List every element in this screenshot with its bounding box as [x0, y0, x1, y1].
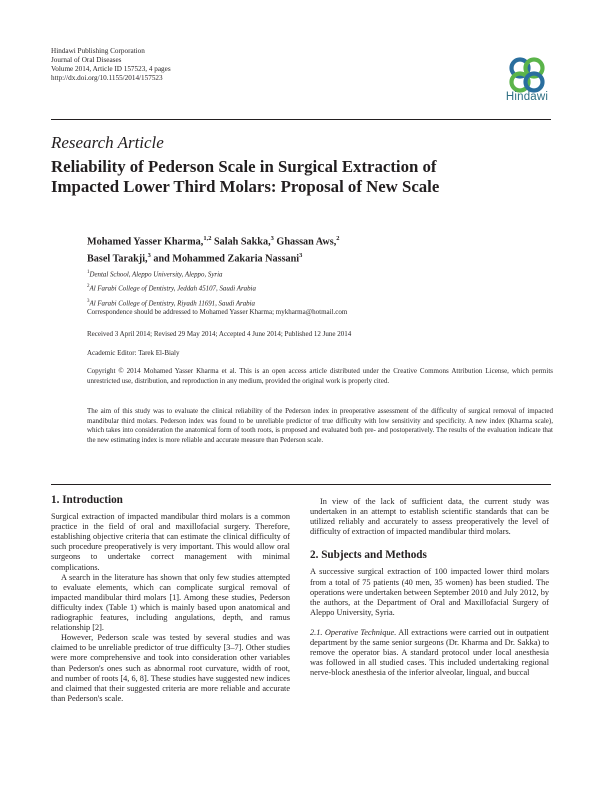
affiliation-1-text: Dental School, Aleppo University, Aleppo, Syria: [89, 271, 223, 279]
right-paragraph-1: In view of the lack of sufficient data, the current study was undertaken in an attempt to establish scientific standards that can be utilized reliably and accurately to assess preoperatively the level of difficulty of extraction of impacted mandibular third molars.: [310, 497, 549, 537]
copyright-notice: Copyright © 2014 Mohamed Yasser Kharma et al. This is an open access article distributed under the Creative Commons Attribution License, which permits unrestricted use, distribution, and reproduction in any medium, provided the original work is properly cited.: [87, 367, 553, 385]
intro-heading: 1. Introduction: [51, 494, 123, 506]
operative-technique-text: All extractions were carried out in outpatient department by the same senior surgeons (Dr. Kharma and Dr. Sakka) to remove the operator bias. A standard protocol under local anesthesia was followed in all studied cases. This included undertaking regional nerve-block anesthesia of the inferior alveolar, lingual, and buccal: [310, 627, 549, 678]
intro-paragraph-1: Surgical extraction of impacted mandibular third molars is a common practice in the field of oral and maxillofacial surgery. Therefore, establishing objective criteria that can estimate the clinical difficulty of such procedure preoperatively is very important. This would allow oral surgeons to undertake correct management with minimal complications.: [51, 512, 290, 572]
title-line-2: Impacted Lower Third Molars: Proposal of New Scale: [51, 177, 440, 196]
doi-link[interactable]: http://dx.doi.org/10.1155/2014/157523: [51, 74, 163, 82]
affiliation-1: [87, 267, 256, 281]
intro-paragraph-2: A search in the literature has shown that only few studies attempted to evaluate elements, which can complicate surgical removal of impacted mandibular third molars [1]. Among these studies, Pederson difficulty index (Table 1) which is mainly based upon anatomical and radiographic features, including angulations, depth, and ramus relationship [2].: [51, 572, 290, 633]
methods-heading: 2. Subjects and Methods: [310, 549, 427, 562]
abstract-divider: [51, 484, 551, 485]
hindawi-logo-text: Hindawi: [505, 91, 549, 103]
author-4-affil: 3: [147, 252, 151, 260]
author-5-affil: 3: [299, 252, 303, 260]
operative-technique-paragraph: [310, 628, 549, 678]
volume-info: Volume 2014, Article ID 157523, 4 pages: [51, 65, 171, 73]
affiliation-3-number: 3: [87, 298, 90, 304]
intro-paragraph-3: However, Pederson scale was tested by several studies and was claimed to be unreliable predictor of true difficulty [3–7]. Other studies were more comprehensive and took into consideration other variables than Pederson's ones such as abnormal root curvature, width of root, and number of roots [4, 6, 8]. These studies have suggested new indices and claimed that their suggested criteria are more reliable and accurate than Pederson's scale.: [51, 633, 290, 703]
author-list: [87, 232, 557, 267]
academic-editor: Academic Editor: Tarek El-Bialy: [87, 349, 180, 357]
affiliation-2: [87, 281, 256, 295]
author-2: Salah Sakka,: [211, 236, 271, 248]
author-5: and Mohammed Zakaria Nassani: [150, 253, 300, 265]
affiliations: [87, 267, 256, 310]
article-title: [51, 157, 551, 197]
affiliation-2-text: Al Farabi College of Dentistry, Jeddah 45107, Saudi Arabia: [89, 285, 256, 293]
left-column: [51, 495, 290, 704]
journal-info: [51, 47, 171, 83]
author-2-affil: 3: [270, 235, 274, 242]
affiliation-3-text: Al Farabi College of Dentistry, Riyadh 11691, Saudi Arabia: [89, 299, 255, 307]
author-3-affil: 2: [336, 235, 340, 242]
operative-technique-label: 2.1. Operative Technique.: [310, 627, 397, 637]
title-line-1: Reliability of Pederson Scale in Surgical Extraction of: [51, 157, 437, 176]
right-column: [310, 497, 549, 678]
header-divider: [51, 119, 551, 120]
article-dates: Received 3 April 2014; Revised 29 May 2014; Accepted 4 June 2014; Published 12 June 2014: [87, 330, 352, 338]
publisher: Hindawi Publishing Corporation: [51, 47, 145, 55]
journal-name: Journal of Oral Diseases: [51, 56, 122, 64]
author-1-affil: 1,2: [203, 235, 212, 242]
author-4: Basel Tarakji,: [87, 253, 148, 265]
author-1: Mohamed Yasser Kharma,: [87, 236, 204, 248]
affiliation-2-number: 2: [87, 284, 90, 290]
affiliation-1-number: 1: [87, 270, 90, 275]
article-kind: Research Article: [51, 133, 164, 152]
abstract: The aim of this study was to evaluate the clinical reliability of the Pederson index in preoperative assessment of the difficulty of surgical removal of impacted mandibular third molars. Pederson index was found to be unreliable predictor of true difficulty with low sensitivity and specificity. A new index (Kharma scale), which takes into consideration the anatomical form of tooth roots, is proposed and evaluated both pre- and postoperatively. The results of the evaluation indicate that the new estimating index is more reliable and accurate measure than Pederson scale.: [87, 407, 553, 444]
correspondence: Correspondence should be addressed to Mohamed Yasser Kharma; mykharma@hotmail.com: [87, 308, 348, 316]
methods-paragraph-1: A successive surgical extraction of 100 impacted lower third molars from a total of 75 patients (40 men, 35 women) has been studied. The operations were undertaken between September 2010 and July 2012, by the authors, at the Department of Oral and Maxillofacial Surgery of Aleppo University, Syria.: [310, 567, 549, 617]
author-3: Ghassan Aws,: [273, 236, 337, 248]
